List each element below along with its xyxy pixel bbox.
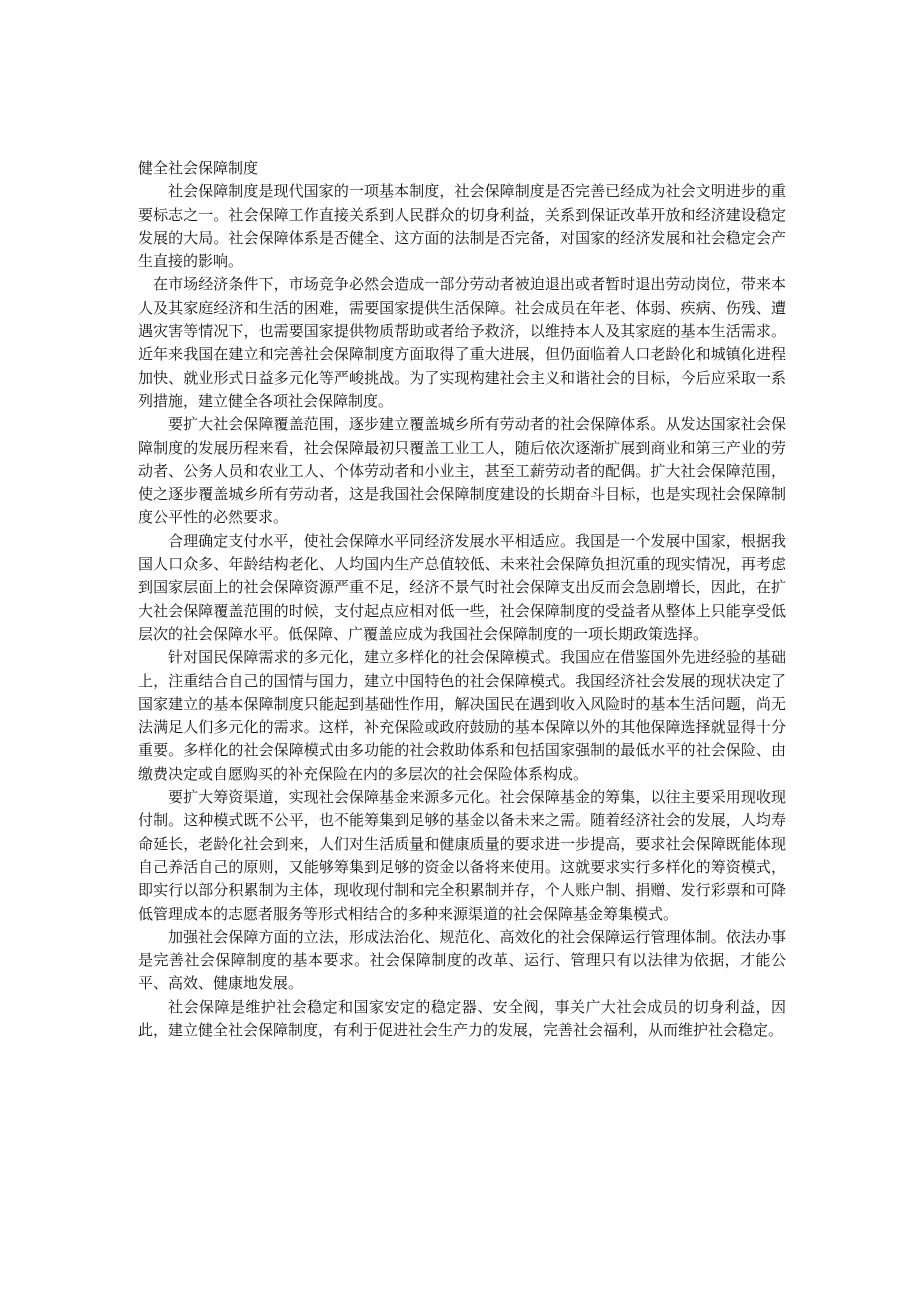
paragraph-payment-level: 合理确定支付水平，使社会保障水平同经济发展水平相适应。我国是一个发展中国家，根据我国人口众多、年龄结构老化、人均国内生产总值较低、未来社会保障负担沉重的现实情况，再考虑到国家层面上的社会保障资源严重不足，经济不景气时社会保障支出反而会急剧增长，因此，在扩大社会保障覆盖范围的时候，支付起点应相对低一些，社会保障制度的受益者从整体上只能享受低层次的社会保障水平。低保障、广覆盖应成为我国社会保障制度的一项长期政策选择。 xyxy=(138,531,786,643)
paragraph-diversified-model: 针对国民保障需求的多元化，建立多样化的社会保障模式。我国应在借鉴国外先进经验的基础上，注重结合自己的国情与国力，建立中国特色的社会保障模式。我国经济社会发展的现状决定了国家建立的基本保障制度只能起到基础性作用，解决国民在遇到收入风险时的基本生活问题，尚无法满足人们多元化的需求。这样，补充保险或政府鼓励的基本保障以外的其他保障选择就显得十分重要。多样化的社会保障模式由多功能的社会救助体系和包括国家强制的最低水平的社会保险、由缴费决定或自愿购买的补充保险在内的多层次的社会保险体系构成。 xyxy=(138,648,786,783)
document-body xyxy=(138,157,786,1042)
paragraph-intro: 社会保障制度是现代国家的一项基本制度，社会保障制度是否完善已经成为社会文明进步的重要标志之一。社会保障工作直接关系到人民群众的切身利益，关系到保证改革开放和经济建设稳定发展的大局。社会保障体系是否健全、这方面的法制是否完备，对国家的经济发展和社会稳定会产生直接的影响。 xyxy=(138,182,786,271)
document-title: 健全社会保障制度 xyxy=(138,159,259,177)
paragraph-coverage: 要扩大社会保障覆盖范围，逐步建立覆盖城乡所有劳动者的社会保障体系。从发达国家社会保障制度的发展历程来看，社会保障最初只覆盖工业工人，随后依次逐渐扩展到商业和第三产业的劳动者、公务人员和农业工人、个体劳动者和小业主，甚至工薪劳动者的配偶。扩大社会保障范围，使之逐步覆盖城乡所有劳动者，这是我国社会保障制度建设的长期奋斗目标，也是实现社会保障制度公平性的必然要求。 xyxy=(138,415,786,527)
paragraph-funding-channels: 要扩大筹资渠道，实现社会保障基金来源多元化。社会保障基金的筹集，以往主要采用现收现付制。这种模式既不公平，也不能筹集到足够的基金以备未来之需。随着经济社会的发展，人均寿命延长，老龄化社会到来，人们对生活质量和健康质量的要求进一步提高，要求社会保障既能体现自己养活自己的原则，又能够筹集到足够的资金以备将来使用。这就要求实行多样化的筹资模式，即实行以部分积累制为主体，现收现付制和完全积累制并存，个人账户制、捐赠、发行彩票和可降低管理成本的志愿者服务等形式相结合的多种来源渠道的社会保障基金筹集模式。 xyxy=(138,788,786,923)
paragraph-legislation: 加强社会保障方面的立法，形成法治化、规范化、高效化的社会保障运行管理体制。依法办事是完善社会保障制度的基本要求。社会保障制度的改革、运行、管理只有以法律为依据，才能公平、高效、健康地发展。 xyxy=(138,927,786,993)
paragraph-conclusion: 社会保障是维护社会稳定和国家安定的稳定器、安全阀，事关广大社会成员的切身利益，因此，建立健全社会保障制度，有利于促进社会生产力的发展，完善社会福利，从而维护社会稳定。 xyxy=(138,997,786,1039)
paragraph-market-economy: 在市场经济条件下，市场竞争必然会造成一部分劳动者被迫退出或者暂时退出劳动岗位，带来本人及其家庭经济和生活的困难，需要国家提供生活保障。社会成员在年老、体弱、疾病、伤残、遭遇灾害等情况下，也需要国家提供物质帮助或者给予救济，以维持本人及其家庭的基本生活需求。近年来我国在建立和完善社会保障制度方面取得了重大进展，但仍面临着人口老龄化和城镇化进程加快、就业形式日益多元化等严峻挑战。为了实现构建社会主义和谐社会的目标，今后应采取一系列措施，建立健全各项社会保障制度。 xyxy=(138,275,786,410)
